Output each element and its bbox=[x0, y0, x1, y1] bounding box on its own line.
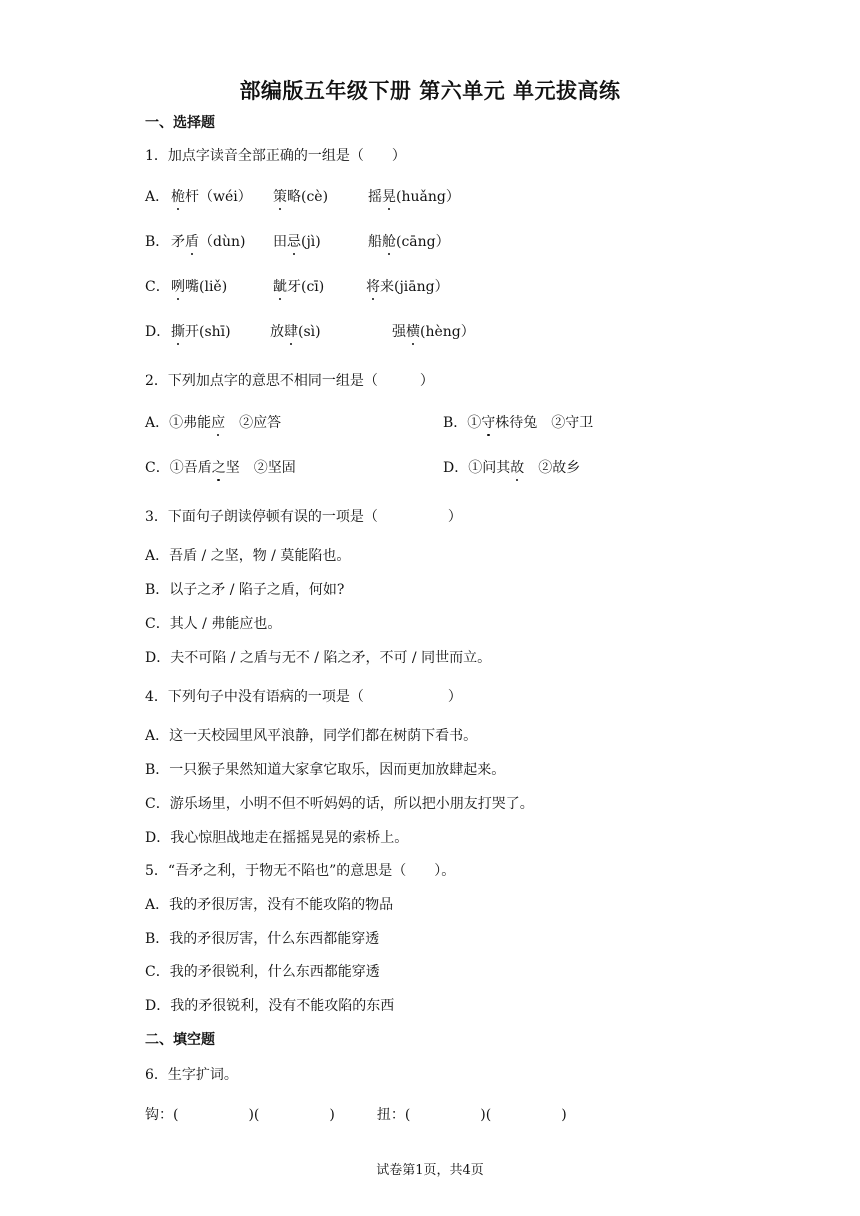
emphasis-char: 咧 bbox=[171, 279, 185, 295]
emphasis-char: 晃 bbox=[382, 189, 396, 205]
question-3-stem: 3．下面句子朗读停顿有误的一项是（ ） bbox=[145, 509, 462, 525]
q1-c-word-1: 咧嘴(liě) bbox=[171, 279, 228, 295]
emphasis-char: 应 bbox=[211, 415, 226, 431]
question-5-stem: 5．“吾矛之利，于物无不陷也”的意思是（ ）。 bbox=[145, 863, 456, 879]
question-6-fill-line: 钩：( )( ) 扭：( )( ) bbox=[145, 1107, 567, 1123]
section-heading-fill: 二、填空题 bbox=[145, 1032, 215, 1048]
emphasis-char: 将 bbox=[366, 279, 380, 295]
emphasis-char: 桅 bbox=[171, 189, 185, 205]
q1-a-word-3: 摇晃(huǎng） bbox=[368, 189, 460, 205]
question-4-option-b: B．一只猴子果然知道大家拿它取乐，因而更加放肆起来。 bbox=[145, 762, 506, 778]
emphasis-char: 故 bbox=[510, 460, 525, 476]
q1-b-word-2: 田忌(jì) bbox=[273, 234, 321, 250]
question-5-option-a: A．我的矛很厉害，没有不能攻陷的物品 bbox=[145, 897, 394, 913]
question-5-option-c: C．我的矛很锐利，什么东西都能穿透 bbox=[145, 964, 380, 980]
question-4-option-c: C．游乐场里，小明不但不听妈妈的话，所以把小朋友打哭了。 bbox=[145, 796, 534, 812]
emphasis-char: 龇 bbox=[273, 279, 287, 295]
q1-a-word-1: 桅杆（wéi） bbox=[171, 189, 252, 205]
q1-c-word-3: 将来(jiāng） bbox=[366, 279, 449, 295]
emphasis-char: 横 bbox=[406, 324, 420, 340]
question-6-stem: 6．生字扩词。 bbox=[145, 1067, 238, 1083]
q1-c-word-2: 龇牙(cī) bbox=[273, 279, 325, 295]
q1-a-word-2: 策略(cè) bbox=[273, 189, 329, 205]
emphasis-char: 盾 bbox=[185, 234, 199, 250]
question-5-option-d: D．我的矛很锐利，没有不能攻陷的东西 bbox=[145, 998, 395, 1014]
question-4-option-a: A．这一天校园里风平浪静，同学们都在树荫下看书。 bbox=[145, 728, 478, 744]
emphasis-char: 撕 bbox=[171, 324, 185, 340]
emphasis-char: 守 bbox=[481, 415, 496, 431]
emphasis-char: 策 bbox=[273, 189, 287, 205]
q2-option-a-text: A．①弗能应 ②应答 bbox=[145, 415, 282, 431]
page-footer: 试卷第1页，共4页 bbox=[376, 1163, 484, 1178]
emphasis-char: 忌 bbox=[287, 234, 301, 250]
section-heading-choice: 一、选择题 bbox=[145, 115, 215, 131]
question-3-option-c: C．其人 / 弗能应也。 bbox=[145, 616, 282, 632]
question-3-option-a: A．吾盾 / 之坚，物 / 莫能陷也。 bbox=[145, 548, 351, 564]
question-2-stem: 2．下列加点字的意思不相同一组是（ ） bbox=[145, 373, 434, 389]
emphasis-char: 之 bbox=[211, 460, 226, 476]
question-4-stem: 4．下列句子中没有语病的一项是（ ） bbox=[145, 689, 462, 705]
question-4-option-d: D．我心惊胆战地走在摇摇晃晃的索桥上。 bbox=[145, 830, 409, 846]
q1-b-word-3: 船舱(cāng） bbox=[368, 234, 450, 250]
emphasis-char: 肆 bbox=[284, 324, 298, 340]
page-title: 部编版五年级下册 第六单元 单元拔高练 bbox=[239, 79, 621, 103]
q2-option-d-text: D．①问其故 ②故乡 bbox=[443, 460, 581, 476]
emphasis-char: 舱 bbox=[382, 234, 396, 250]
q2-option-c-text: C．①吾盾之坚 ②坚固 bbox=[145, 460, 296, 476]
q1-d-word-3: 强横(hèng） bbox=[392, 324, 475, 340]
question-3-option-b: B．以子之矛 / 陷子之盾，何如? bbox=[145, 582, 345, 598]
q1-b-word-1: 矛盾（dùn) bbox=[171, 234, 246, 250]
q2-option-b-text: B．①守株待兔 ②守卫 bbox=[443, 415, 594, 431]
question-3-option-d: D．夫不可陷 / 之盾与无不 / 陷之矛，不可 / 同世而立。 bbox=[145, 650, 492, 666]
q1-d-word-2: 放肆(sì) bbox=[270, 324, 321, 340]
q1-d-word-1: 撕开(shī) bbox=[171, 324, 231, 340]
question-1-stem: 1．加点字读音全部正确的一组是（ ） bbox=[145, 148, 406, 164]
question-5-option-b: B．我的矛很厉害，什么东西都能穿透 bbox=[145, 931, 380, 947]
